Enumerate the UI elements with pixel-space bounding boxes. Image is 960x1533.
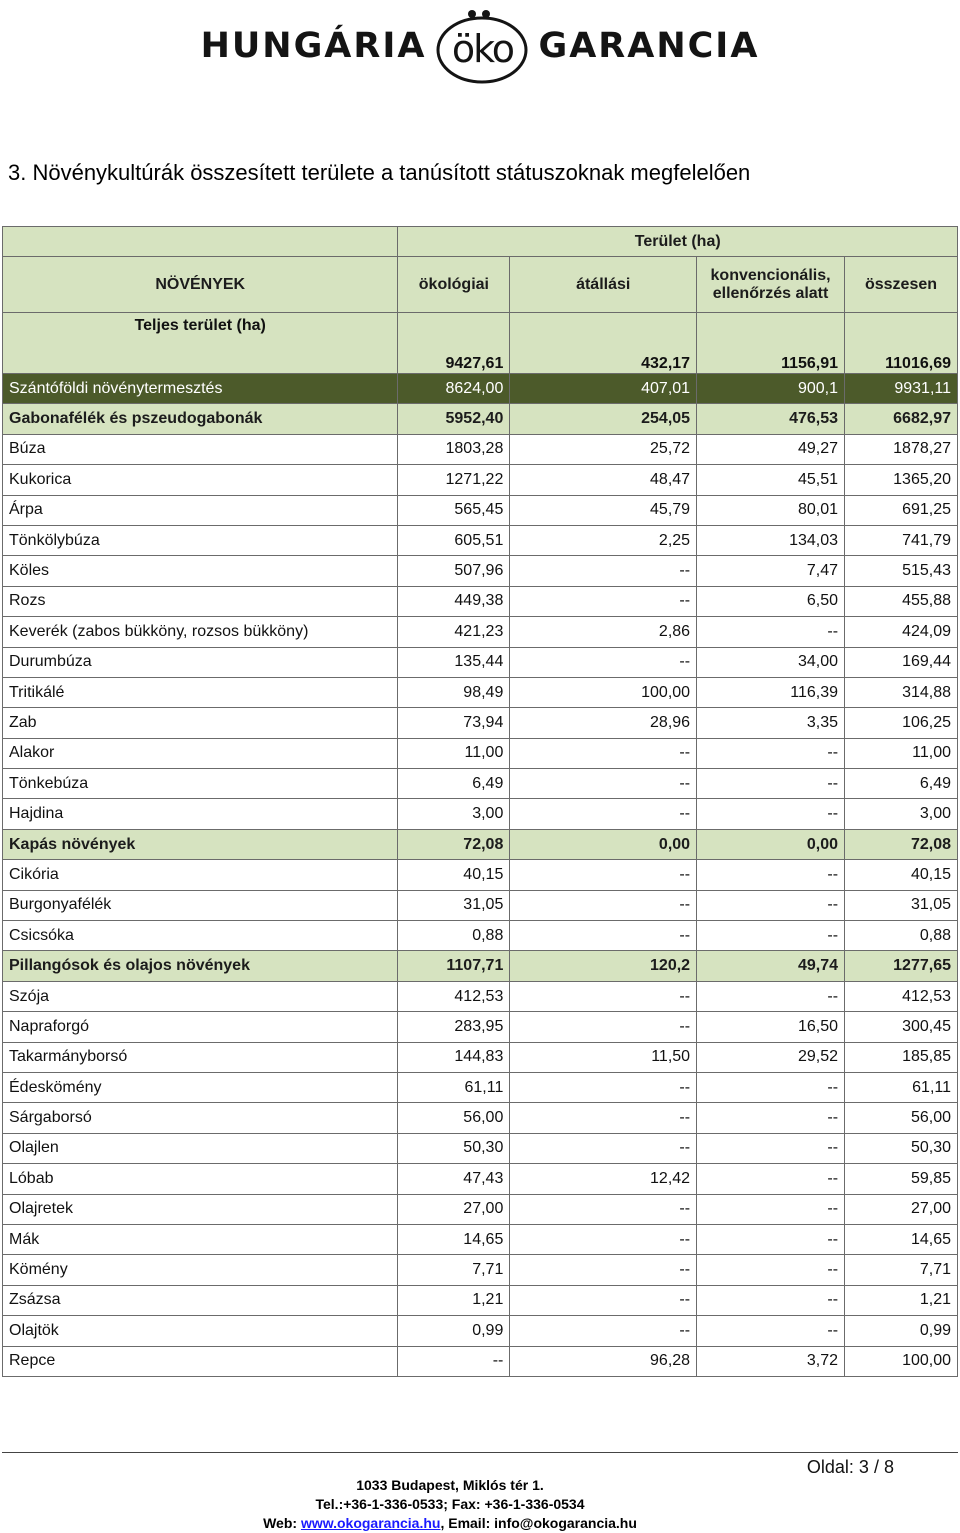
table-row bbox=[3, 556, 958, 586]
crop-name-cell: Sárgaborsó bbox=[3, 1103, 398, 1133]
organic-area-cell: 61,11 bbox=[398, 1072, 510, 1102]
table-column-header-row bbox=[3, 257, 958, 313]
conversion-area-cell: -- bbox=[510, 890, 697, 920]
table-row bbox=[3, 1346, 958, 1376]
conversion-area-cell: 11,50 bbox=[510, 1042, 697, 1072]
crop-name-cell: Köles bbox=[3, 556, 398, 586]
conventional-area-cell: 80,01 bbox=[697, 495, 845, 525]
conventional-area-cell: 900,1 bbox=[697, 374, 845, 404]
table-row bbox=[3, 1133, 958, 1163]
conventional-area-cell: -- bbox=[697, 617, 845, 647]
table-row bbox=[3, 860, 958, 890]
logo-oko-mark bbox=[434, 6, 530, 86]
table-row bbox=[3, 465, 958, 495]
conventional-area-cell: 49,74 bbox=[697, 951, 845, 981]
organic-area-cell: 27,00 bbox=[398, 1194, 510, 1224]
crop-name-cell: Napraforgó bbox=[3, 1012, 398, 1042]
organic-area-cell: 40,15 bbox=[398, 860, 510, 890]
table-row bbox=[3, 434, 958, 464]
conversion-area-cell: -- bbox=[510, 1316, 697, 1346]
conventional-area-cell: 476,53 bbox=[697, 404, 845, 434]
total-area-cell: 1,21 bbox=[845, 1285, 958, 1315]
crop-name-cell: Tritikálé bbox=[3, 677, 398, 707]
total-area-cell: 61,11 bbox=[845, 1072, 958, 1102]
table-row bbox=[3, 1255, 958, 1285]
table-row bbox=[3, 769, 958, 799]
organic-area-cell: 8624,00 bbox=[398, 374, 510, 404]
table-row bbox=[3, 708, 958, 738]
total-area-cell: 0,99 bbox=[845, 1316, 958, 1346]
organic-area-cell: 56,00 bbox=[398, 1103, 510, 1133]
total-area-cell: 6,49 bbox=[845, 769, 958, 799]
crop-name-cell: Szója bbox=[3, 981, 398, 1011]
organic-area-cell: 47,43 bbox=[398, 1164, 510, 1194]
conventional-area-cell: -- bbox=[697, 738, 845, 768]
conversion-area-cell: 25,72 bbox=[510, 434, 697, 464]
conversion-area-cell: 254,05 bbox=[510, 404, 697, 434]
footer-phone: Tel.:+36-1-336-0533; Fax: +36-1-336-0534 bbox=[315, 1496, 585, 1512]
total-area-label: Teljes terület (ha) bbox=[3, 313, 398, 374]
organic-area-cell: 1107,71 bbox=[398, 951, 510, 981]
crop-name-cell: Durumbúza bbox=[3, 647, 398, 677]
table-row bbox=[3, 1012, 958, 1042]
crop-name-cell: Csicsóka bbox=[3, 921, 398, 951]
table-row bbox=[3, 647, 958, 677]
total-area-cell: 741,79 bbox=[845, 525, 958, 555]
column-header-total: összesen bbox=[845, 257, 958, 313]
company-logo bbox=[0, 0, 960, 92]
crop-name-cell: Édeskömény bbox=[3, 1072, 398, 1102]
crop-name-cell: Árpa bbox=[3, 495, 398, 525]
conversion-area-cell: 2,86 bbox=[510, 617, 697, 647]
total-area-cell: 31,05 bbox=[845, 890, 958, 920]
total-area-cell: 515,43 bbox=[845, 556, 958, 586]
conventional-area-cell: -- bbox=[697, 1072, 845, 1102]
column-header-organic: ökológiai bbox=[398, 257, 510, 313]
table-row bbox=[3, 1285, 958, 1315]
total-area-cell: 185,85 bbox=[845, 1042, 958, 1072]
table-row bbox=[3, 890, 958, 920]
conversion-area-cell: -- bbox=[510, 1133, 697, 1163]
total-area-cell: 6682,97 bbox=[845, 404, 958, 434]
crop-name-cell: Tönkebúza bbox=[3, 769, 398, 799]
total-area-cell: 27,00 bbox=[845, 1194, 958, 1224]
total-area-row bbox=[3, 313, 958, 374]
conversion-area-cell: -- bbox=[510, 1224, 697, 1254]
conversion-area-cell: -- bbox=[510, 921, 697, 951]
organic-area-cell: 72,08 bbox=[398, 829, 510, 859]
conversion-area-cell: -- bbox=[510, 1194, 697, 1224]
total-area-cell: 56,00 bbox=[845, 1103, 958, 1133]
total-area-cell: 1365,20 bbox=[845, 465, 958, 495]
crop-name-cell: Keverék (zabos bükköny, rozsos bükköny) bbox=[3, 617, 398, 647]
conventional-area-cell: -- bbox=[697, 1255, 845, 1285]
crop-name-cell: Zab bbox=[3, 708, 398, 738]
conversion-area-cell: -- bbox=[510, 647, 697, 677]
organic-area-cell: 3,00 bbox=[398, 799, 510, 829]
table-row bbox=[3, 738, 958, 768]
table-row bbox=[3, 981, 958, 1011]
total-area-cell: 40,15 bbox=[845, 860, 958, 890]
organic-area-cell: 1803,28 bbox=[398, 434, 510, 464]
footer-address: 1033 Budapest, Miklós tér 1. bbox=[356, 1477, 544, 1493]
crop-name-cell: Búza bbox=[3, 434, 398, 464]
organic-area-cell: 283,95 bbox=[398, 1012, 510, 1042]
page-total: 8 bbox=[883, 1457, 894, 1477]
footer-email: , Email: info@okogarancia.hu bbox=[440, 1515, 637, 1531]
organic-area-cell: 50,30 bbox=[398, 1133, 510, 1163]
conversion-area-cell: -- bbox=[510, 738, 697, 768]
conversion-area-cell: -- bbox=[510, 1255, 697, 1285]
table-row bbox=[3, 829, 958, 859]
crop-name-cell: Cikória bbox=[3, 860, 398, 890]
conventional-area-cell: -- bbox=[697, 1133, 845, 1163]
conversion-area-cell: -- bbox=[510, 860, 697, 890]
conventional-area-cell: -- bbox=[697, 921, 845, 951]
table-row bbox=[3, 799, 958, 829]
organic-area-cell: 0,99 bbox=[398, 1316, 510, 1346]
organic-area-cell: 565,45 bbox=[398, 495, 510, 525]
crop-name-cell: Kapás növények bbox=[3, 829, 398, 859]
total-area-cell: 314,88 bbox=[845, 677, 958, 707]
conventional-area-cell: -- bbox=[697, 1224, 845, 1254]
conventional-area-cell: 3,35 bbox=[697, 708, 845, 738]
table-row bbox=[3, 617, 958, 647]
conversion-area-cell: 407,01 bbox=[510, 374, 697, 404]
table-row bbox=[3, 586, 958, 616]
column-header-crop: NÖVÉNYEK bbox=[3, 257, 398, 313]
conventional-area-cell: -- bbox=[697, 769, 845, 799]
organic-area-cell: 421,23 bbox=[398, 617, 510, 647]
conventional-area-cell: 134,03 bbox=[697, 525, 845, 555]
conventional-area-cell: 7,47 bbox=[697, 556, 845, 586]
conversion-area-cell: 12,42 bbox=[510, 1164, 697, 1194]
conventional-area-cell: -- bbox=[697, 1316, 845, 1346]
conversion-area-cell: -- bbox=[510, 1012, 697, 1042]
total-area-cell: 169,44 bbox=[845, 647, 958, 677]
organic-area-cell: 98,49 bbox=[398, 677, 510, 707]
organic-area-cell: 1,21 bbox=[398, 1285, 510, 1315]
footer-divider bbox=[2, 1452, 958, 1453]
footer-web-label: Web: bbox=[263, 1515, 301, 1531]
table-row bbox=[3, 1164, 958, 1194]
total-area-cell: 300,45 bbox=[845, 1012, 958, 1042]
crop-area-table bbox=[2, 226, 958, 1377]
total-area-cell: 0,88 bbox=[845, 921, 958, 951]
conversion-area-cell: -- bbox=[510, 769, 697, 799]
footer-web-line bbox=[0, 1514, 900, 1533]
conversion-area-cell: 48,47 bbox=[510, 465, 697, 495]
organic-area-cell: 14,65 bbox=[398, 1224, 510, 1254]
conventional-area-cell: -- bbox=[697, 799, 845, 829]
crop-name-cell: Szántóföldi növénytermesztés bbox=[3, 374, 398, 404]
total-area-cell: 1277,65 bbox=[845, 951, 958, 981]
total-area-cell: 424,09 bbox=[845, 617, 958, 647]
conversion-area-cell: -- bbox=[510, 1285, 697, 1315]
organic-area-cell: 1271,22 bbox=[398, 465, 510, 495]
total-organic: 9427,61 bbox=[398, 313, 510, 374]
table-row bbox=[3, 677, 958, 707]
page-number bbox=[807, 1457, 894, 1478]
crop-name-cell: Lóbab bbox=[3, 1164, 398, 1194]
header-blank-cell bbox=[3, 227, 398, 257]
column-header-conventional: konvencionális, ellenőrzés alatt bbox=[697, 257, 845, 313]
total-area-cell: 11,00 bbox=[845, 738, 958, 768]
conversion-area-cell: 0,00 bbox=[510, 829, 697, 859]
crop-name-cell: Mák bbox=[3, 1224, 398, 1254]
organic-area-cell: 605,51 bbox=[398, 525, 510, 555]
crop-name-cell: Kömény bbox=[3, 1255, 398, 1285]
page-current: 3 bbox=[858, 1457, 869, 1477]
table-group-header-row bbox=[3, 227, 958, 257]
crop-name-cell: Kukorica bbox=[3, 465, 398, 495]
conversion-area-cell: -- bbox=[510, 556, 697, 586]
total-area-cell: 59,85 bbox=[845, 1164, 958, 1194]
page-label: Oldal: bbox=[806, 1457, 854, 1477]
column-header-conversion: átállási bbox=[510, 257, 697, 313]
total-area-cell: 7,71 bbox=[845, 1255, 958, 1285]
crop-name-cell: Rozs bbox=[3, 586, 398, 616]
crop-name-cell: Repce bbox=[3, 1346, 398, 1376]
conventional-area-cell: -- bbox=[697, 1285, 845, 1315]
crop-name-cell: Gabonafélék és pszeudogabonák bbox=[3, 404, 398, 434]
table-row bbox=[3, 1316, 958, 1346]
crop-name-cell: Burgonyafélék bbox=[3, 890, 398, 920]
total-area-cell: 72,08 bbox=[845, 829, 958, 859]
section-heading: 3. Növénykultúrák összesített területe a tanúsított státuszoknak megfelelően bbox=[8, 160, 751, 185]
table-row bbox=[3, 921, 958, 951]
organic-area-cell: 11,00 bbox=[398, 738, 510, 768]
table-row bbox=[3, 1224, 958, 1254]
table-row bbox=[3, 404, 958, 434]
table-row bbox=[3, 951, 958, 981]
page-separator: / bbox=[873, 1457, 879, 1477]
conversion-area-cell: 28,96 bbox=[510, 708, 697, 738]
crop-name-cell: Takarmányborsó bbox=[3, 1042, 398, 1072]
conversion-area-cell: -- bbox=[510, 586, 697, 616]
organic-area-cell: 5952,40 bbox=[398, 404, 510, 434]
total-area-cell: 100,00 bbox=[845, 1346, 958, 1376]
total-area-cell: 455,88 bbox=[845, 586, 958, 616]
conventional-area-cell: -- bbox=[697, 1194, 845, 1224]
organic-area-cell: 144,83 bbox=[398, 1042, 510, 1072]
footer-contact bbox=[0, 1476, 900, 1533]
conversion-area-cell: 100,00 bbox=[510, 677, 697, 707]
organic-area-cell: 6,49 bbox=[398, 769, 510, 799]
conventional-area-cell: -- bbox=[697, 1103, 845, 1133]
total-area-cell: 50,30 bbox=[845, 1133, 958, 1163]
total-conversion: 432,17 bbox=[510, 313, 697, 374]
total-sum: 11016,69 bbox=[845, 313, 958, 374]
total-area-cell: 14,65 bbox=[845, 1224, 958, 1254]
organic-area-cell: 135,44 bbox=[398, 647, 510, 677]
conventional-area-cell: 49,27 bbox=[697, 434, 845, 464]
total-area-cell: 1878,27 bbox=[845, 434, 958, 464]
organic-area-cell: -- bbox=[398, 1346, 510, 1376]
total-area-cell: 412,53 bbox=[845, 981, 958, 1011]
conversion-area-cell: -- bbox=[510, 981, 697, 1011]
table-row bbox=[3, 1042, 958, 1072]
logo-word-right: GARANCIA bbox=[538, 26, 760, 66]
crop-name-cell: Hajdina bbox=[3, 799, 398, 829]
logo-word-center: öko bbox=[451, 27, 514, 71]
conventional-area-cell: 3,72 bbox=[697, 1346, 845, 1376]
conversion-area-cell: 2,25 bbox=[510, 525, 697, 555]
table-row bbox=[3, 1194, 958, 1224]
organic-area-cell: 31,05 bbox=[398, 890, 510, 920]
table-row bbox=[3, 374, 958, 404]
conversion-area-cell: 96,28 bbox=[510, 1346, 697, 1376]
crop-name-cell: Olajlen bbox=[3, 1133, 398, 1163]
logo-word-left: HUNGÁRIA bbox=[200, 26, 427, 66]
conversion-area-cell: 45,79 bbox=[510, 495, 697, 525]
conventional-area-cell: 6,50 bbox=[697, 586, 845, 616]
total-area-cell: 106,25 bbox=[845, 708, 958, 738]
conventional-area-cell: 0,00 bbox=[697, 829, 845, 859]
total-conventional: 1156,91 bbox=[697, 313, 845, 374]
conventional-area-cell: 116,39 bbox=[697, 677, 845, 707]
organic-area-cell: 0,88 bbox=[398, 921, 510, 951]
conventional-area-cell: 45,51 bbox=[697, 465, 845, 495]
total-area-cell: 691,25 bbox=[845, 495, 958, 525]
table-row bbox=[3, 1072, 958, 1102]
organic-area-cell: 7,71 bbox=[398, 1255, 510, 1285]
total-area-cell: 3,00 bbox=[845, 799, 958, 829]
conventional-area-cell: 29,52 bbox=[697, 1042, 845, 1072]
total-area-cell: 9931,11 bbox=[845, 374, 958, 404]
table-row bbox=[3, 495, 958, 525]
organic-area-cell: 73,94 bbox=[398, 708, 510, 738]
area-group-header: Terület (ha) bbox=[398, 227, 958, 257]
conversion-area-cell: -- bbox=[510, 799, 697, 829]
conversion-area-cell: 120,2 bbox=[510, 951, 697, 981]
crop-name-cell: Olajretek bbox=[3, 1194, 398, 1224]
website-link[interactable]: www.okogarancia.hu bbox=[300, 1515, 441, 1531]
table-row bbox=[3, 525, 958, 555]
organic-area-cell: 449,38 bbox=[398, 586, 510, 616]
table-row bbox=[3, 1103, 958, 1133]
conversion-area-cell: -- bbox=[510, 1072, 697, 1102]
conventional-area-cell: -- bbox=[697, 1164, 845, 1194]
crop-name-cell: Olajtök bbox=[3, 1316, 398, 1346]
conventional-area-cell: 16,50 bbox=[697, 1012, 845, 1042]
crop-name-cell: Tönkölybúza bbox=[3, 525, 398, 555]
conventional-area-cell: -- bbox=[697, 981, 845, 1011]
conversion-area-cell: -- bbox=[510, 1103, 697, 1133]
crop-name-cell: Zsázsa bbox=[3, 1285, 398, 1315]
crop-name-cell: Alakor bbox=[3, 738, 398, 768]
conventional-area-cell: 34,00 bbox=[697, 647, 845, 677]
crop-name-cell: Pillangósok és olajos növények bbox=[3, 951, 398, 981]
organic-area-cell: 507,96 bbox=[398, 556, 510, 586]
conventional-area-cell: -- bbox=[697, 890, 845, 920]
conventional-area-cell: -- bbox=[697, 860, 845, 890]
organic-area-cell: 412,53 bbox=[398, 981, 510, 1011]
